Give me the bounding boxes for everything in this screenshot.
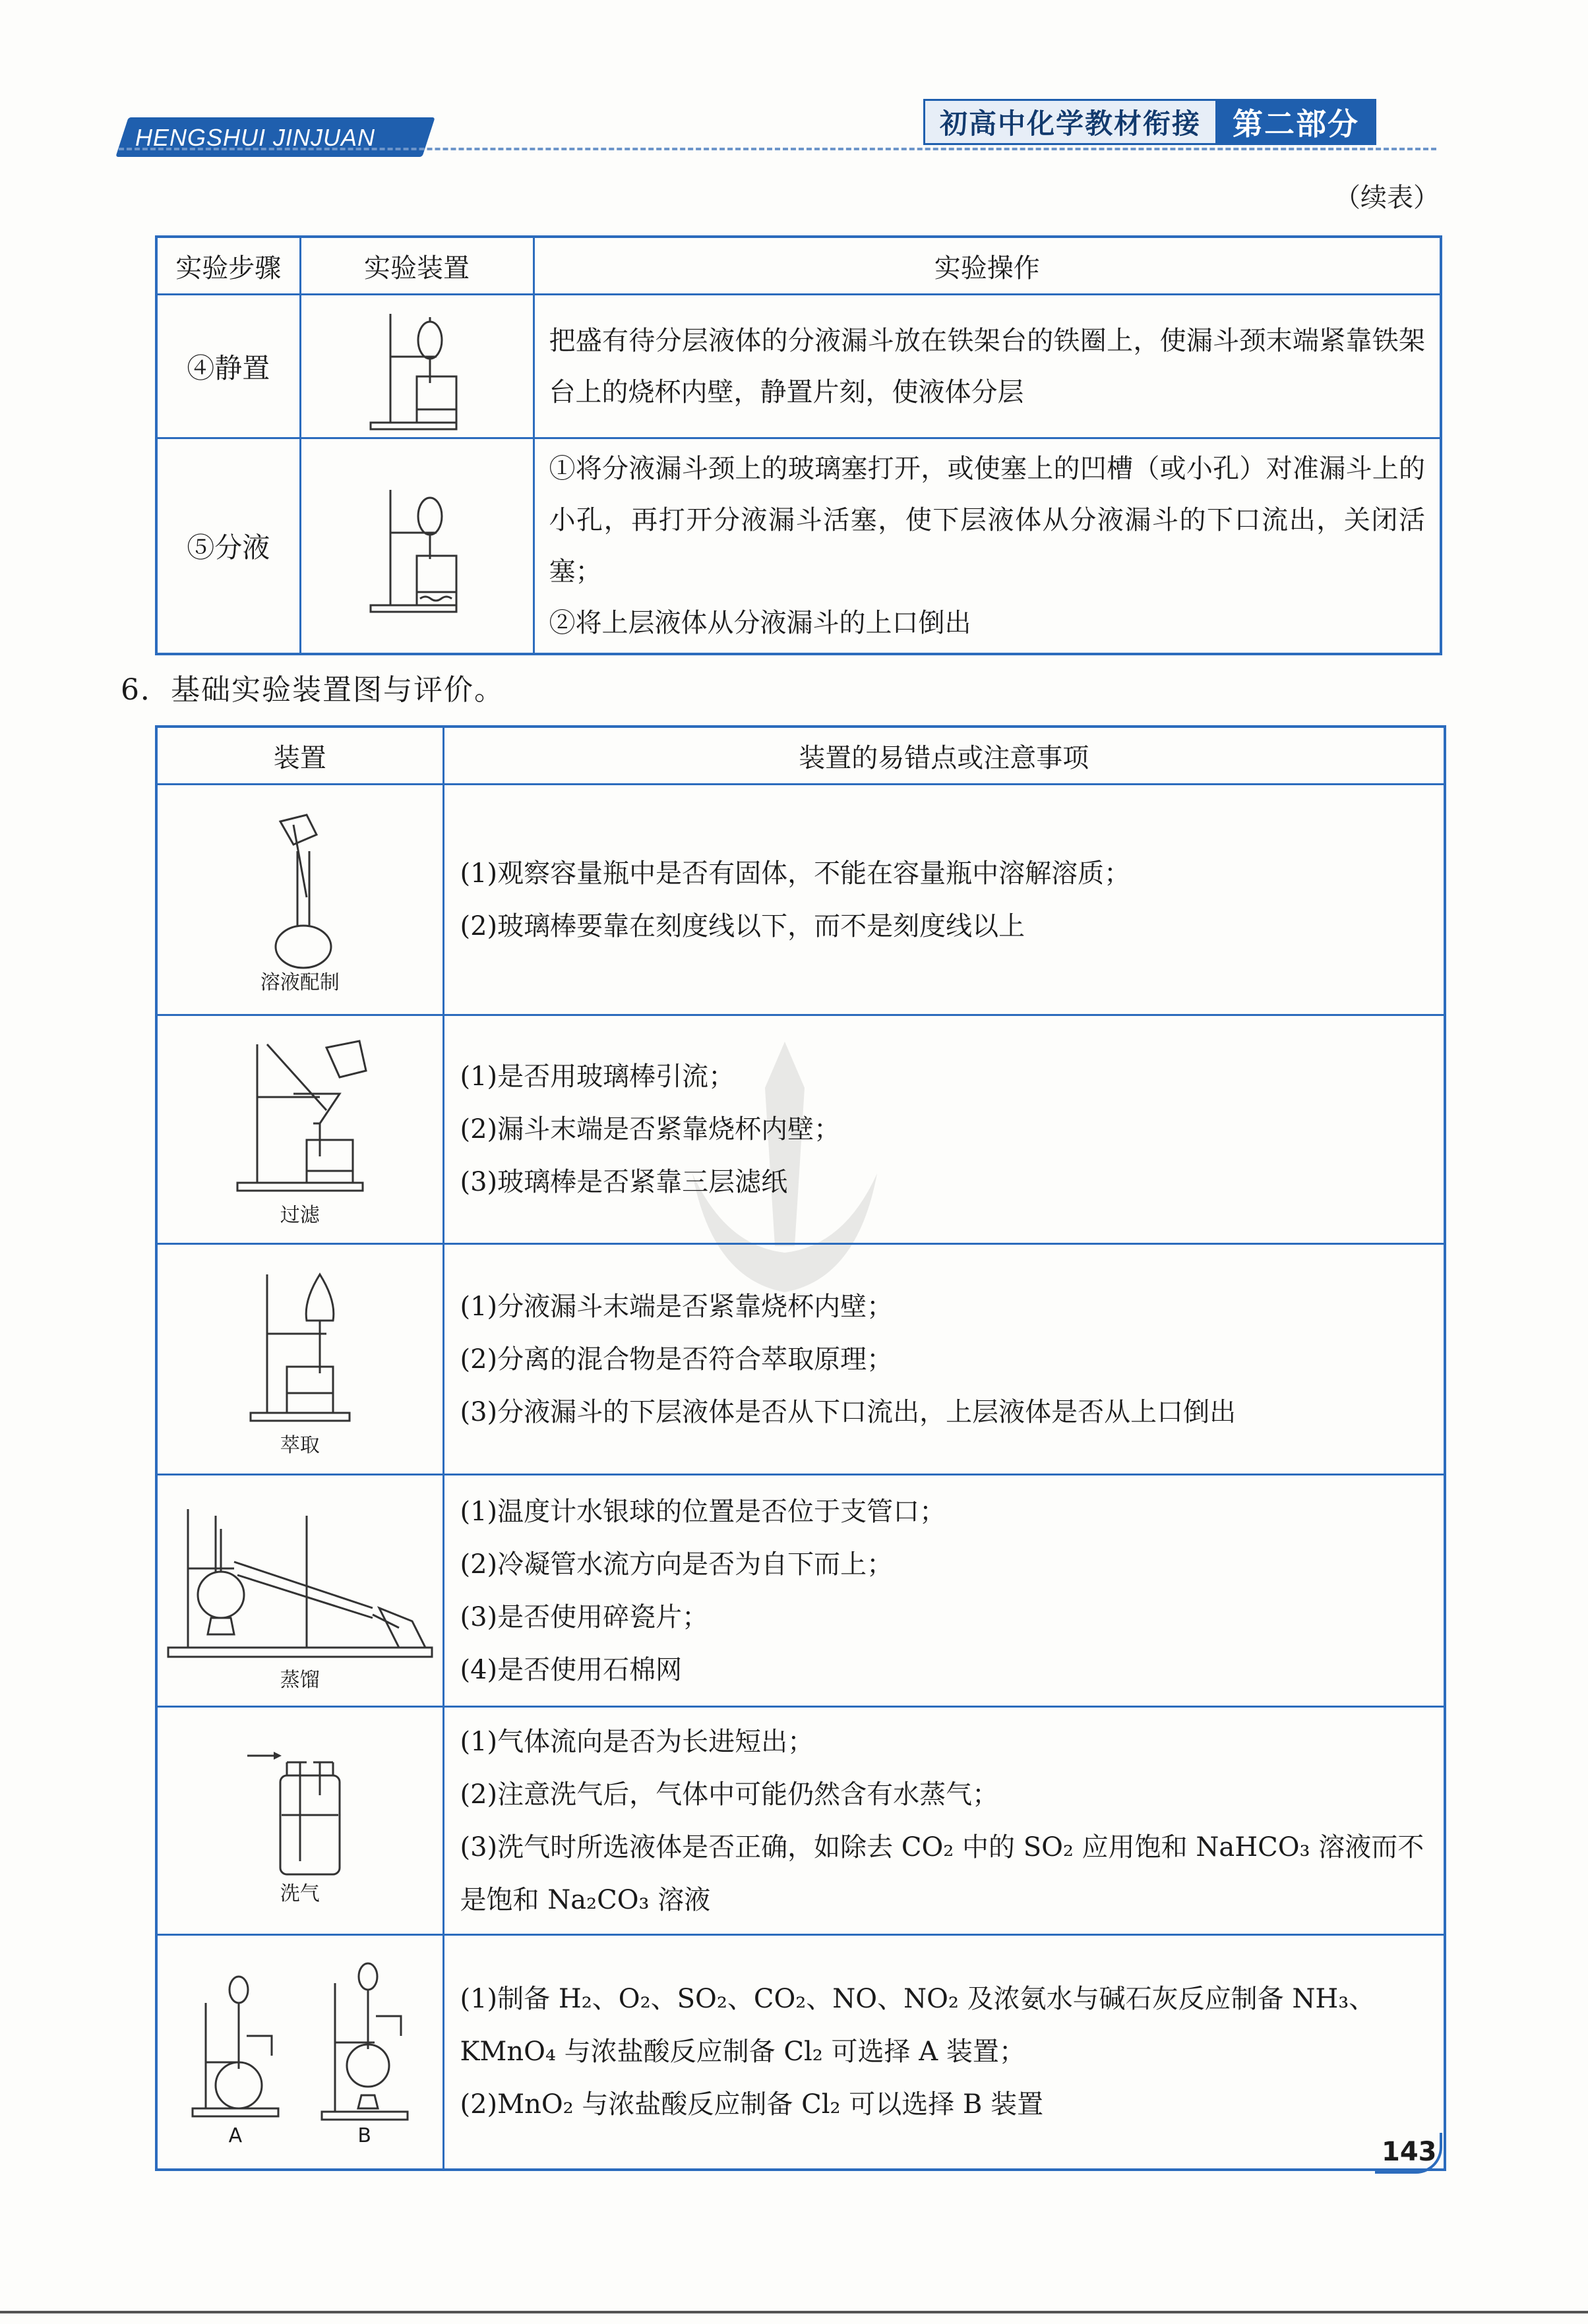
col-header-notes: 装置的易错点或注意事项 [443, 727, 1445, 785]
header-book-label [923, 99, 1411, 145]
notes-cell [443, 1935, 1445, 2170]
gas-generator-a-drawing [186, 1963, 285, 2128]
table-row [156, 1935, 1445, 2170]
gas-generator-b-drawing [315, 1957, 414, 2128]
header-part-title: 第二部分 [1215, 99, 1376, 145]
note-line: (1)气体流向是否为长进短出； [460, 1726, 814, 1757]
apparatus-cell [300, 295, 534, 438]
page-number [1375, 2133, 1448, 2179]
note-line: (2)分离的混合物是否符合萃取原理； [460, 1344, 894, 1375]
note-line: (2)玻璃棒要靠在刻度线以下，而不是刻度线以上 [460, 910, 1025, 941]
note-line: (1)是否用玻璃棒引流； [460, 1061, 735, 1092]
apparatus-cell [156, 1015, 443, 1244]
apparatus-caption: B [357, 2124, 371, 2147]
col-header-operation: 实验操作 [534, 237, 1441, 295]
col-header-step: 实验步骤 [156, 237, 300, 295]
note-line: (2)MnO₂ 与浓盐酸反应制备 Cl₂ 可以选择 B 装置 [460, 2089, 1044, 2120]
separation-steps-table [155, 235, 1442, 655]
continued-note: （续表） [1334, 183, 1440, 213]
table-row [156, 295, 1441, 438]
section-6-title: 6．基础实验装置图与评价。 [121, 673, 504, 707]
table-row [156, 785, 1445, 1015]
operation-text: ②将上层液体从分液漏斗的上口倒出 [549, 608, 971, 638]
header-book-title: 初高中化学教材衔接 [923, 99, 1215, 145]
note-line: (3)玻璃棒是否紧靠三层滤纸 [460, 1167, 788, 1197]
notes-cell [443, 1015, 1445, 1244]
gas-washing-bottle-drawing [234, 1736, 366, 1881]
table-header-row [156, 727, 1445, 785]
distillation-drawing [162, 1489, 439, 1667]
step-label: ⑤分液 [156, 438, 300, 655]
note-line: (1)观察容量瓶中是否有固体，不能在容量瓶中溶解溶质； [460, 858, 1131, 889]
page-bottom-edge [0, 2311, 1588, 2313]
page-number-text: 143 [1382, 2137, 1437, 2167]
apparatus-cell [156, 1475, 443, 1707]
apparatus-a [186, 1963, 285, 2147]
apparatus-cell [156, 1707, 443, 1935]
operation-cell [534, 295, 1441, 438]
header-series-text: HENGSHUI JINJUAN [135, 124, 376, 151]
apparatus-cell [156, 1244, 443, 1475]
apparatus-caption: 萃取 [280, 1433, 320, 1457]
note-line: (3)分液漏斗的下层液体是否从下口流出，上层液体是否从上口倒出 [460, 1396, 1237, 1427]
note-line: (4)是否使用石棉网 [460, 1654, 683, 1685]
note-line: (1)分液漏斗末端是否紧靠烧杯内壁； [460, 1291, 894, 1322]
table-row [156, 1475, 1445, 1707]
step-label: ④静置 [156, 295, 300, 438]
table-header-row [156, 237, 1441, 295]
apparatus-caption: 蒸馏 [280, 1668, 320, 1692]
separating-funnel-drawing [357, 477, 476, 615]
apparatus-cell [300, 438, 534, 655]
operation-cell [534, 438, 1441, 655]
note-line: (3)洗气时所选液体是否正确，如除去 CO₂ 中的 SO₂ 应用饱和 NaHCO₃ 溶液而不是饱和 Na₂CO₃ 溶液 [460, 1832, 1424, 1915]
apparatus-caption: A [228, 2124, 243, 2147]
table-row [156, 1707, 1445, 1935]
apparatus-evaluation-table [155, 725, 1446, 2171]
header-rule [119, 148, 1436, 150]
extraction-drawing [234, 1261, 366, 1433]
note-line: (2)漏斗末端是否紧靠烧杯内壁； [460, 1114, 841, 1145]
filtration-drawing [228, 1031, 373, 1203]
table-row [156, 1015, 1445, 1244]
table-row [156, 438, 1441, 655]
note-line: (2)冷凝管水流方向是否为自下而上； [460, 1549, 894, 1580]
apparatus-caption: 溶液配制 [260, 970, 340, 994]
operation-text: ①将分液漏斗颈上的玻璃塞打开，或使塞上的凹槽（或小孔）对准漏斗上的小孔，再打开分液漏斗活塞，使下层液体从分液漏斗的下口流出，关闭活塞； [549, 454, 1425, 587]
standing-funnel-drawing [357, 301, 476, 432]
notes-cell [443, 1244, 1445, 1475]
volumetric-flask-drawing [234, 805, 366, 970]
apparatus-cell [156, 1935, 443, 2170]
note-line: (3)是否使用碎瓷片； [460, 1601, 709, 1632]
apparatus-b [315, 1957, 414, 2147]
notes-cell [443, 1475, 1445, 1707]
operation-text: 把盛有待分层液体的分液漏斗放在铁架台的铁圈上，使漏斗颈末端紧靠铁架台上的烧杯内壁，静置片刻，使液体分层 [549, 325, 1425, 407]
apparatus-caption: 过滤 [280, 1204, 320, 1227]
notes-cell [443, 785, 1445, 1015]
col-header-apparatus: 实验装置 [300, 237, 534, 295]
table-row [156, 1244, 1445, 1475]
note-line: (1)温度计水银球的位置是否位于支管口； [460, 1496, 946, 1527]
note-line: (2)注意洗气后，气体中可能仍然含有水蒸气； [460, 1779, 999, 1810]
note-line: (1)制备 H₂、O₂、SO₂、CO₂、NO、NO₂ 及浓氨水与碱石灰反应制备 NH₃、KMnO₄ 与浓盐酸反应制备 Cl₂ 可选择 A 装置； [460, 1984, 1376, 2068]
apparatus-caption: 洗气 [280, 1882, 320, 1905]
notes-cell [443, 1707, 1445, 1935]
col-header-apparatus: 装置 [156, 727, 443, 785]
apparatus-cell [156, 785, 443, 1015]
